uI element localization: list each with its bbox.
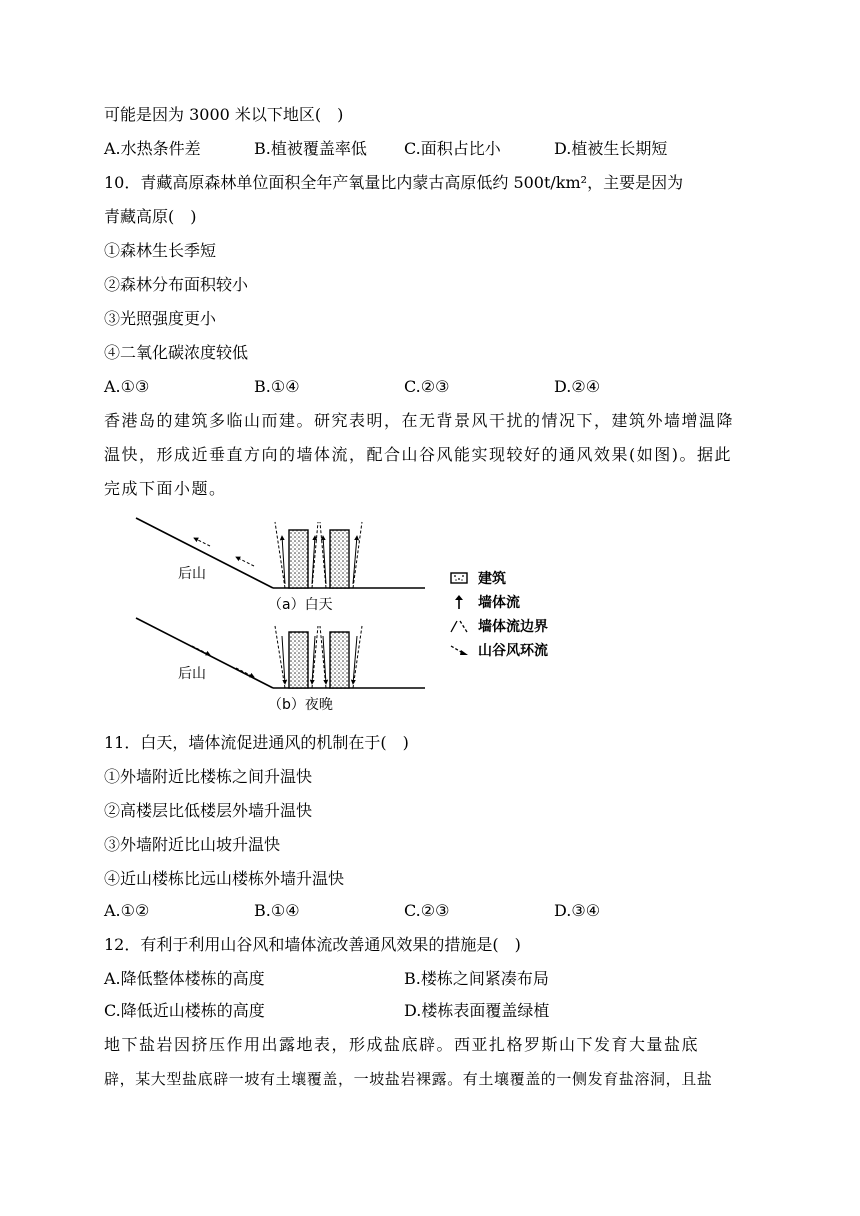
q10-statement-2: ②森林分布面积较小 xyxy=(104,275,249,294)
q9-option-c: C.面积占比小 xyxy=(404,139,501,158)
panel-daytime xyxy=(136,518,425,613)
intro3-line1: 地下盐岩因挤压作用出露地表，形成盐底辟。西亚扎格罗斯山下发育大量盐底 xyxy=(104,1035,700,1054)
q10-stem-line1: 10．青藏高原森林单位面积全年产氧量比内蒙古高原低约 500t/km²，主要是因为 xyxy=(104,173,684,192)
q12-option-c: C.降低近山楼栋的高度 xyxy=(104,1001,265,1020)
figure-legend xyxy=(448,566,598,662)
q11-option-a: A.①② xyxy=(104,901,150,920)
q11-statement-3: ③外墙附近比山坡升温快 xyxy=(104,835,281,854)
legend-item-wall-boundary xyxy=(448,614,598,638)
q11-statement-4: ④近山楼栋比远山楼栋外墙升温快 xyxy=(104,869,345,888)
legend-item-valley-wind xyxy=(448,638,598,662)
building-2-day xyxy=(330,530,349,588)
panel-night xyxy=(136,618,425,713)
intro3-line2: 辟，某大型盐底辟一坡有土壤覆盖，一坡盐岩裸露。有土壤覆盖的一侧发育盐溶洞，且盐 xyxy=(104,1070,713,1088)
q10-option-c: C.②③ xyxy=(404,377,450,396)
legend-label-valley-wind: 山谷风环流 xyxy=(478,643,548,659)
legend-item-building xyxy=(448,566,598,590)
q12-stem: 12．有利于利用山谷风和墙体流改善通风效果的措施是( ) xyxy=(104,935,521,954)
valley-wind-arrow-icon xyxy=(448,641,470,659)
legend-label-wall-flow: 墙体流 xyxy=(478,595,520,611)
building-icon xyxy=(448,569,470,587)
mountain-label-b: 后山 xyxy=(178,666,206,682)
q10-statement-4: ④二氧化碳浓度较低 xyxy=(104,343,249,362)
q12-option-a: A.降低整体楼栋的高度 xyxy=(104,969,265,988)
q11-statement-1: ①外墙附近比楼栋之间升温快 xyxy=(104,767,313,786)
q11-statement-2: ②高楼层比低楼层外墙升温快 xyxy=(104,801,313,820)
intro2-line3: 完成下面小题。 xyxy=(104,479,227,498)
mountain-label-a: 后山 xyxy=(178,566,206,582)
legend-label-wall-boundary: 墙体流边界 xyxy=(478,619,548,635)
q11-option-d: D.③④ xyxy=(554,901,601,920)
legend-label-building: 建筑 xyxy=(478,571,506,587)
q12-option-b: B.楼栋之间紧凑布局 xyxy=(404,969,549,988)
q10-stem-line2: 青藏高原( ) xyxy=(104,207,197,226)
q10-option-a: A.①③ xyxy=(104,377,150,396)
intro2-line2: 温快，形成近垂直方向的墙体流，配合山谷风能实现较好的通风效果(如图)。据此 xyxy=(104,445,732,464)
building-2-night xyxy=(330,632,349,688)
intro2-line1: 香港岛的建筑多临山而建。研究表明，在无背景风干扰的情况下，建筑外墙增温降 xyxy=(104,411,735,430)
caption-a: （a）白天 xyxy=(268,597,333,613)
q9-stem-tail: 可能是因为 3000 米以下地区( ) xyxy=(104,105,344,124)
q9-option-d: D.植被生长期短 xyxy=(554,139,668,158)
wall-flow-arrow-icon xyxy=(448,593,470,611)
q10-statement-1: ①森林生长季短 xyxy=(104,241,217,260)
q12-option-d: D.楼栋表面覆盖绿植 xyxy=(404,1001,550,1020)
caption-b: （b）夜晚 xyxy=(268,697,333,713)
q9-option-b: B.植被覆盖率低 xyxy=(254,139,367,158)
q11-option-c: C.②③ xyxy=(404,901,450,920)
wall-flow-boundary-icon xyxy=(448,617,470,635)
building-1-night xyxy=(289,632,308,688)
q10-option-d: D.②④ xyxy=(554,377,601,396)
q11-stem: 11．白天，墙体流促进通风的机制在于( ) xyxy=(104,733,409,752)
q10-option-b: B.①④ xyxy=(254,377,300,396)
building-1-day xyxy=(289,530,308,588)
q11-option-b: B.①④ xyxy=(254,901,300,920)
q10-statement-3: ③光照强度更小 xyxy=(104,309,217,328)
legend-item-wall-flow xyxy=(448,590,598,614)
q9-option-a: A.水热条件差 xyxy=(104,139,201,158)
